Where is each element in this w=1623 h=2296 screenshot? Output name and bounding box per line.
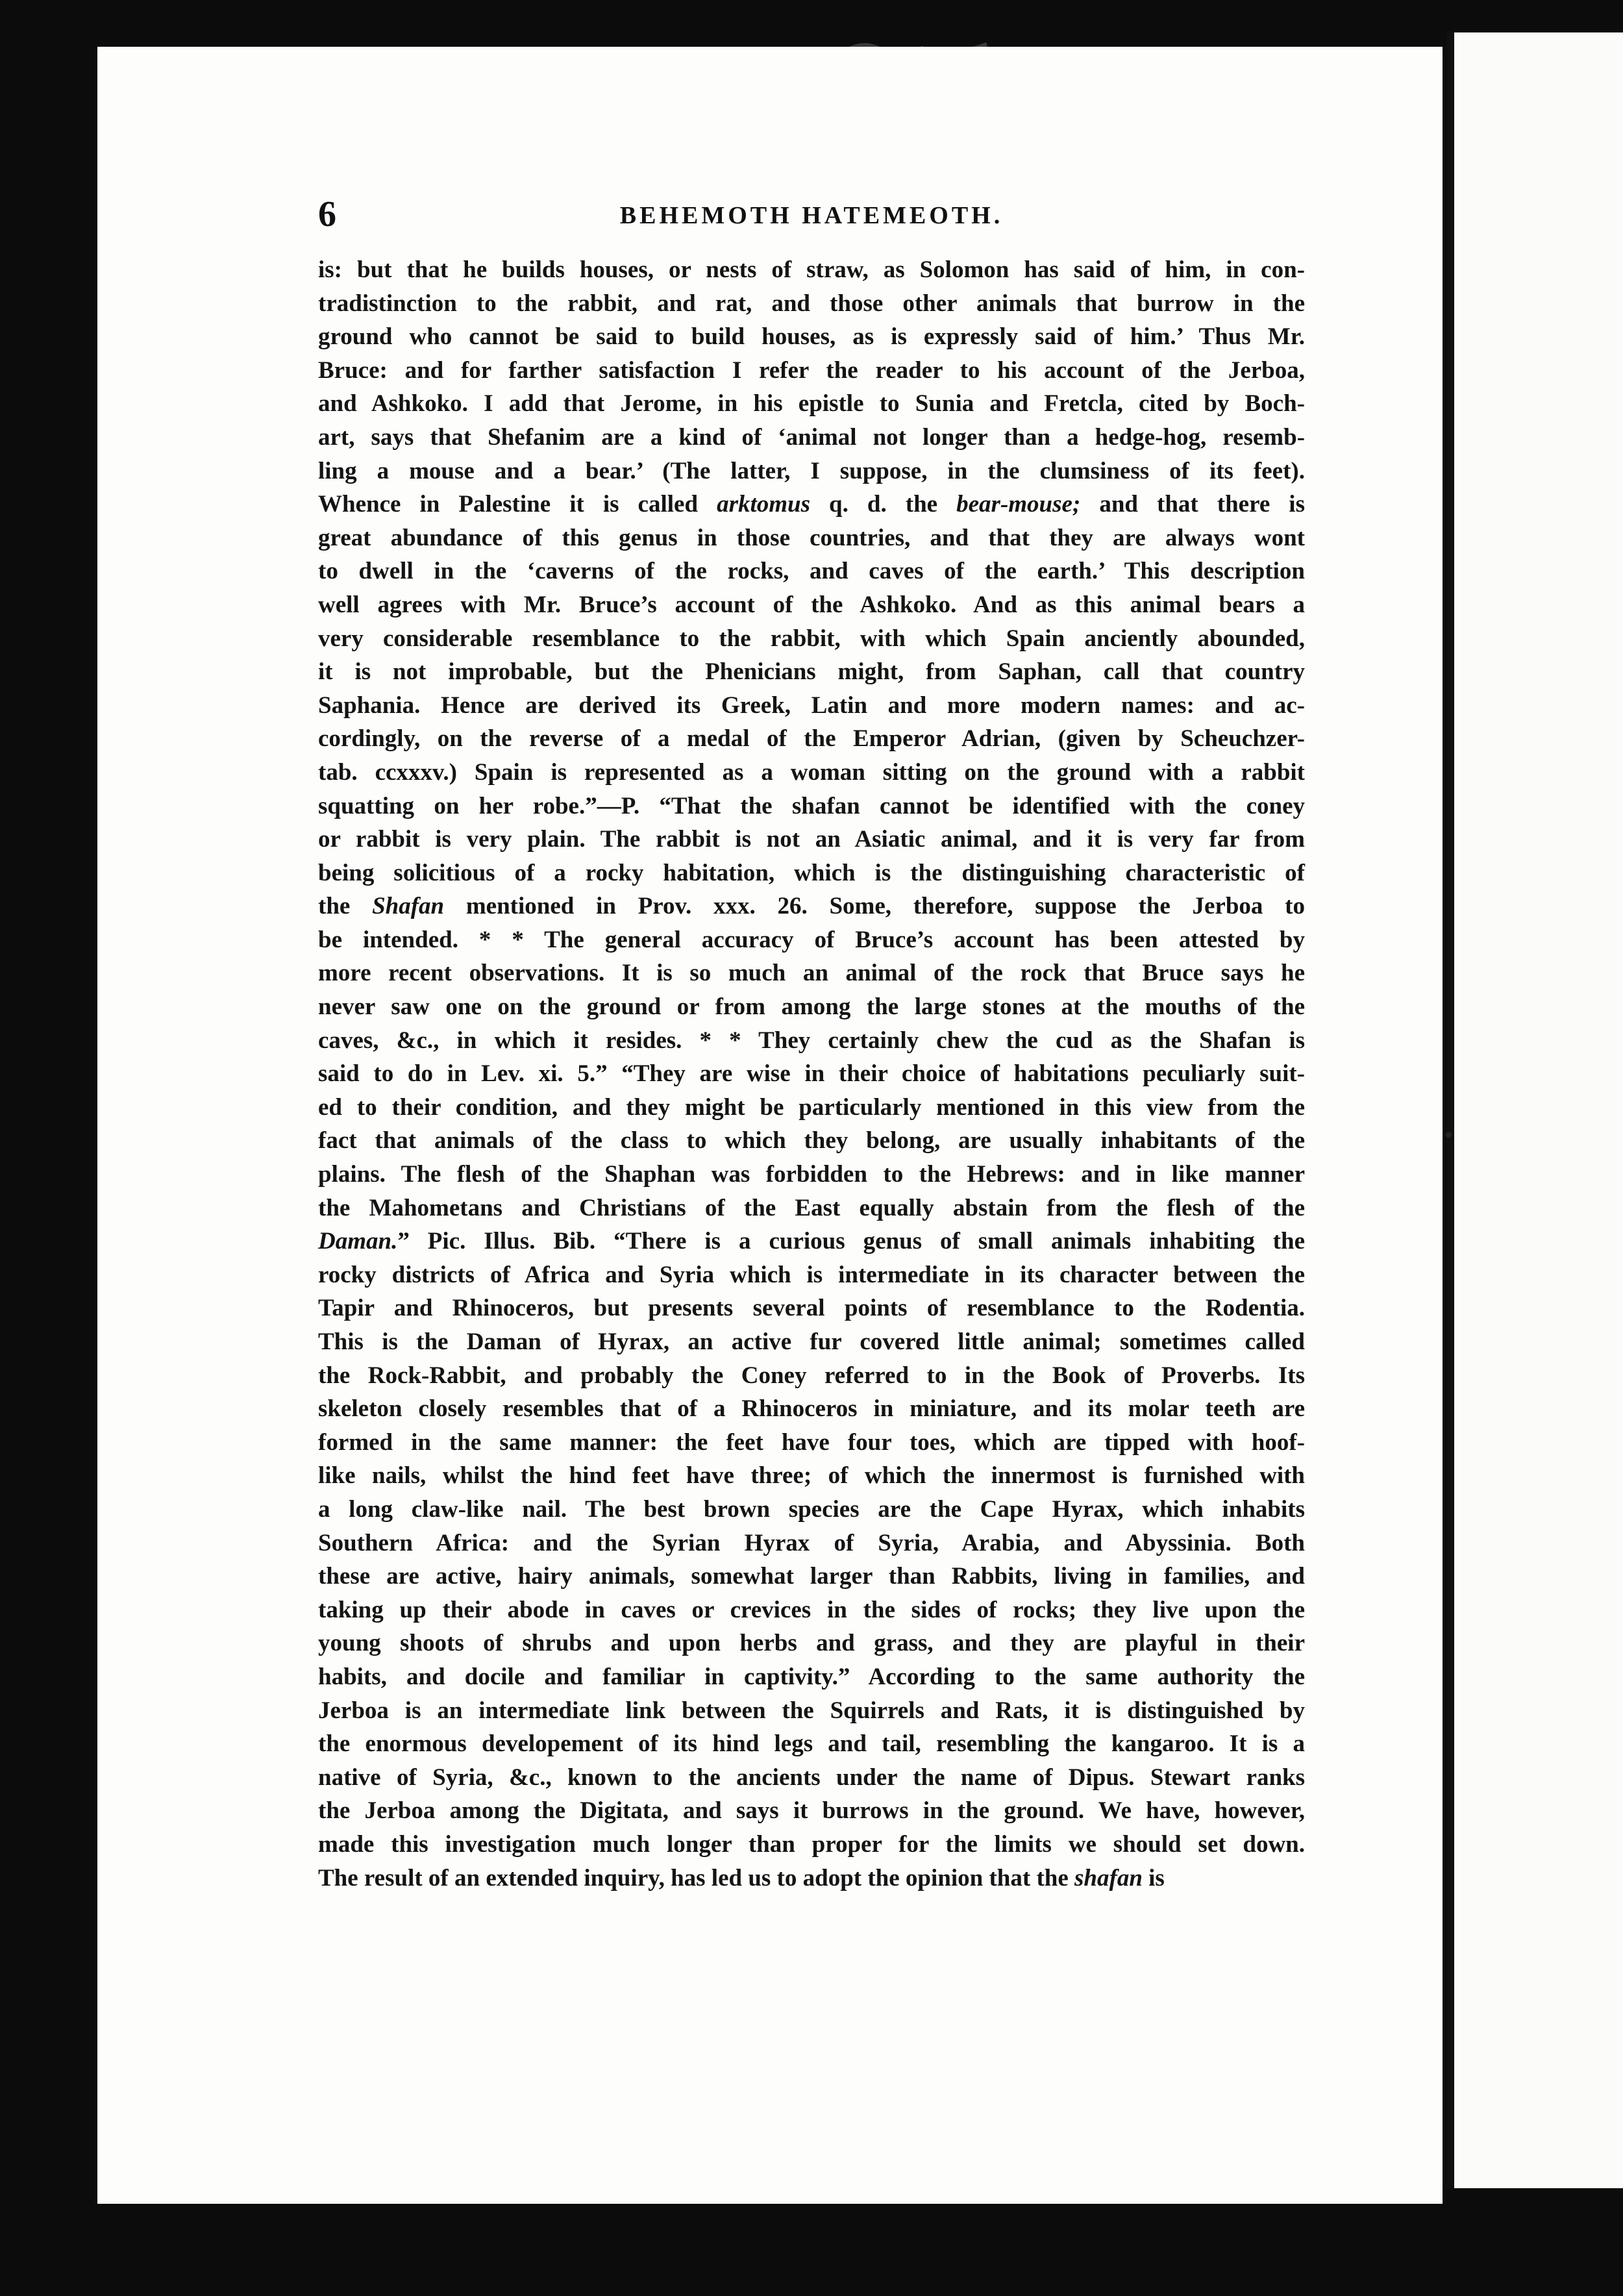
text-line: tab. ccxxxv.) Spain is represented as a woman sitting on the ground with a rabbit — [318, 758, 1305, 786]
italic-term: bear-mouse; — [956, 491, 1081, 518]
text-line: ed to their condition, and they might be particularly mentioned in this view from the — [318, 1093, 1305, 1121]
text-line: like nails, whilst the hind feet have three; of which the innermost is furnished with — [318, 1462, 1305, 1490]
text-line: habits, and docile and familiar in captivity.” According to the same authority the — [318, 1663, 1305, 1690]
text-line: Daman.” Pic. Illus. Bib. “There is a curious genus of small animals inhabiting the — [318, 1228, 1305, 1255]
text-line: ling a mouse and a bear.’ (The latter, I suppose, in the clumsiness of its feet). — [318, 457, 1305, 484]
text-line: and Ashkoko. I add that Jerome, in his epistle to Sunia and Fretcla, cited by Boch- — [318, 390, 1305, 418]
text-line: the Mahometans and Christians of the East equally abstain from the flesh of the — [318, 1194, 1305, 1221]
italic-term: Daman. — [318, 1228, 398, 1255]
text-line: rocky districts of Africa and Syria which is intermediate in its character between the — [318, 1261, 1305, 1288]
text-line: ground who cannot be said to build houses, as is expressly said of him.’ Thus Mr. — [318, 323, 1305, 351]
text-line: Jerboa is an intermediate link between the Squirrels and Rats, it is distinguished by — [318, 1697, 1305, 1724]
text-line: never saw one on the ground or from among the large stones at the mouths of the — [318, 993, 1305, 1021]
text-line: The result of an extended inquiry, has led us to adopt the opinion that the shafan is — [318, 1864, 1165, 1891]
text-line: taking up their abode in caves or crevices in the sides of rocks; they live upon the — [318, 1596, 1305, 1623]
next-page-edge — [1443, 32, 1623, 2188]
text-line: a long claw-like nail. The best brown species are the Cape Hyrax, which inhabits — [318, 1495, 1305, 1523]
italic-term: Shafan — [372, 893, 445, 920]
text-line: being solicitious of a rocky habitation, which is the distinguishing characteristic of — [318, 859, 1305, 886]
text-line: fact that animals of the class to which they belong, are usually inhabitants of the — [318, 1127, 1305, 1154]
text-line: is: but that he builds houses, or nests of straw, as Solomon has said of him, in con- — [318, 256, 1305, 283]
text-line: formed in the same manner: the feet have four toes, which are tipped with hoof- — [318, 1429, 1305, 1456]
text-line: made this investigation much longer than proper for the limits we should set down. — [318, 1830, 1305, 1858]
text-line: This is the Daman of Hyrax, an active fur covered little animal; sometimes called — [318, 1329, 1305, 1355]
text-line: Tapir and Rhinoceros, but presents several points of resemblance to the Rodentia. — [318, 1295, 1305, 1322]
text-line: be intended. * * The general accuracy of Bruce’s account has been attested by — [318, 926, 1305, 953]
text-line: the Rock-Rabbit, and probably the Coney referred to in the Book of Proverbs. Its — [318, 1362, 1305, 1389]
page-header — [318, 195, 1305, 234]
text-line: squatting on her robe.”—P. “That the shafan cannot be identified with the coney — [318, 792, 1305, 819]
text-line: Southern Africa: and the Syrian Hyrax of Syria, Arabia, and Abyssinia. Both — [318, 1529, 1305, 1556]
text-line: the enormous developement of its hind legs and tail, resembling the kangaroo. It is a — [318, 1730, 1305, 1758]
text-line: young shoots of shrubs and upon herbs and grass, and they are playful in their — [318, 1630, 1305, 1657]
text-line: cordingly, on the reverse of a medal of the Emperor Adrian, (given by Scheuchzer- — [318, 725, 1305, 753]
italic-term: arktomus — [717, 491, 810, 518]
text-line: more recent observations. It is so much an animal of the rock that Bruce says he — [318, 960, 1305, 987]
text-line: it is not improbable, but the Phenicians might, from Saphan, call that country — [318, 658, 1305, 686]
text-line: art, says that Shefanim are a kind of ‘animal not longer than a hedge-hog, resemb- — [318, 423, 1305, 451]
text-line: plains. The flesh of the Shaphan was forbidden to the Hebrews: and in like manner — [318, 1161, 1305, 1188]
text-line: these are active, hairy animals, somewhat larger than Rabbits, living in families, and — [318, 1563, 1305, 1590]
text-line: tradistinction to the rabbit, and rat, and those other animals that burrow in the — [318, 290, 1305, 317]
text-line: the Shafan mentioned in Prov. xxx. 26. Some, therefore, suppose the Jerboa to — [318, 893, 1305, 920]
text-line: native of Syria, &c., known to the ancients under the name of Dipus. Stewart ranks — [318, 1764, 1305, 1791]
text-line: Whence in Palestine it is called arktomus q. d. the bear-mouse; and that there is — [318, 491, 1305, 518]
margin-mark: • — [1443, 1123, 1455, 1148]
page-number: 6 — [318, 194, 336, 234]
text-line: Bruce: and for farther satisfaction I refer the reader to his account of the Jerboa, — [318, 356, 1305, 384]
text-line: great abundance of this genus in those countries, and that they are always wont — [318, 524, 1305, 551]
text-line: well agrees with Mr. Bruce’s account of the Ashkoko. And as this animal bears a — [318, 591, 1305, 618]
text-line: to dwell in the ‘caverns of the rocks, and caves of the earth.’ This description — [318, 558, 1305, 585]
text-line: very considerable resemblance to the rabbit, with which Spain anciently abounded, — [318, 625, 1305, 652]
text-line: skeleton closely resembles that of a Rhinoceros in miniature, and its molar teeth are — [318, 1395, 1305, 1423]
text-line: the Jerboa among the Digitata, and says it burrows in the ground. We have, however, — [318, 1797, 1305, 1825]
italic-term: shafan — [1074, 1864, 1143, 1891]
text-line: caves, &c., in which it resides. * * They certainly chew the cud as the Shafan is — [318, 1027, 1305, 1054]
body-text — [318, 253, 1305, 1895]
gutter-shadow — [1446, 32, 1454, 2188]
text-line: said to do in Lev. xi. 5.” “They are wise in their choice of habitations peculiarly suit- — [318, 1060, 1305, 1088]
text-line: or rabbit is very plain. The rabbit is not an Asiatic animal, and it is very far from — [318, 826, 1305, 853]
text-line: Saphania. Hence are derived its Greek, Latin and more modern names: and ac- — [318, 692, 1305, 719]
running-head: BEHEMOTH HATEMEOTH. — [619, 202, 1004, 229]
